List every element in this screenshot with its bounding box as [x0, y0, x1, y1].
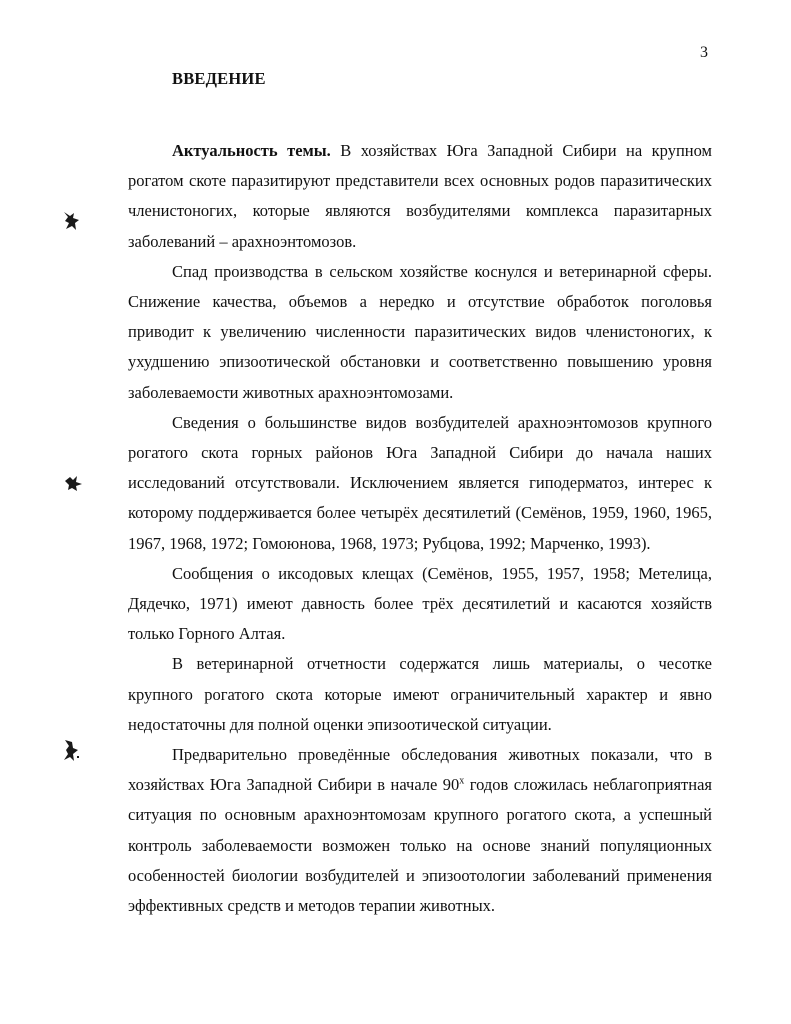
paragraph-text: В хозяйствах Юга Западной Сибири на крупном рогатом скоте паразитируют представители всех основных родов паразитических членистоногих, которые являются возбудителями комплекса паразитарных заболеваний – арахноэнтомозов. — [128, 141, 712, 251]
paragraph — [128, 136, 712, 257]
ink-mark-icon — [60, 738, 82, 762]
document-body — [128, 136, 712, 921]
superscript: х — [459, 775, 465, 787]
paragraph: Сообщения о иксодовых клещах (Семёнов, 1955, 1957, 1958; Метелица, Дядечко, 1971) имеют давность более трёх десятилетий и касаются хозяйств только Горного Алтая. — [128, 563, 712, 644]
ink-mark-icon — [62, 471, 84, 495]
paragraph-lead: Актуальность темы. — [172, 141, 331, 160]
paragraph — [128, 740, 712, 921]
paragraph-text: годов сложилась неблагоприятная ситуация по основным арахноэнтомозам крупного рогатого скота, а успешный контроль заболеваемости возможен только на основе знаний популяционных особенностей биологии возбудителей и эпизоотологии заболеваний применения эффективных средств и методов терапии животных. — [128, 775, 712, 916]
paragraph: Спад производства в сельском хозяйстве коснулся и ветеринарной сферы. Снижение качества, объемов а нередко и отсутствие обработок поголовья приводит к увеличению численности паразитических видов членистоногих, к ухудшению эпизоотической обстановки и соответственно повышению уровня заболеваемости животных арахноэнтомозами. — [128, 261, 712, 402]
section-heading: ВВЕДЕНИЕ — [172, 69, 266, 88]
paragraph: Сведения о большинстве видов возбудителей арахноэнтомозов крупного рогатого скота горных районов Юга Западной Сибири до начала наших исследований отсутствовали. Исключением является гиподерматоз, интерес к которому поддерживается более четырёх десятилетий (Семёнов, 1959, 1960, 1965, 1967, 1968, 1972; Гомоюнова, 1968, 1973; Рубцова, 1992; Марченко, 1993). — [128, 412, 712, 553]
ink-mark-icon — [60, 209, 82, 233]
paragraph: В ветеринарной отчетности содержатся лишь материалы, о чесотке крупного рогатого скота которые имеют ограничительный характер и явно недостаточны для полной оценки эпизоотической ситуации. — [128, 654, 712, 734]
page-number: 3 — [700, 44, 708, 61]
paragraph-text: Предварительно проведённые обследования животных показали, что в хозяйствах Юга Западной Сибири в начале 90 — [128, 745, 712, 795]
